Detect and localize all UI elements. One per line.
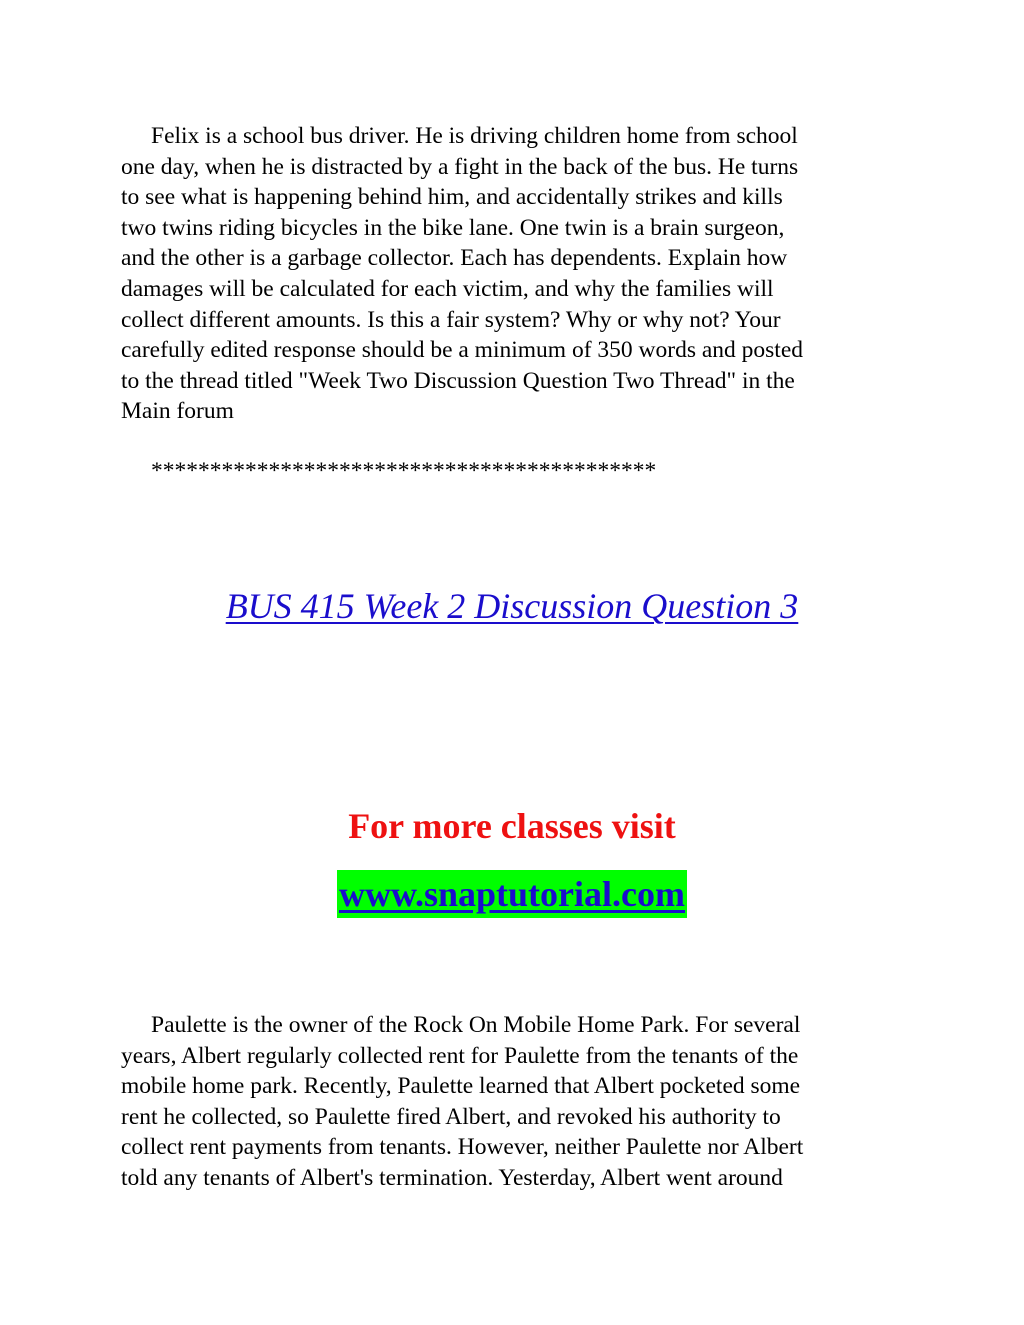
asterisk-separator: ******************************************* (151, 458, 657, 484)
promo-link-container (0, 870, 1024, 918)
paragraph-line: damages will be calculated for each victim, and why the families will (121, 275, 774, 302)
paragraph-line: to see what is happening behind him, and accidentally strikes and kills (121, 184, 783, 211)
paragraph-line: two twins riding bicycles in the bike lane. One twin is a brain surgeon, (121, 214, 785, 241)
section-heading-link[interactable]: BUS 415 Week 2 Discussion Question 3 (225, 586, 799, 626)
paragraph-line: and the other is a garbage collector. Each has dependents. Explain how (121, 245, 788, 272)
paragraph-line: Felix is a school bus driver. He is driving children home from school (151, 123, 798, 149)
paragraph-line: rent he collected, so Paulette fired Albert, and revoked his authority to (121, 1103, 781, 1130)
paragraph-line: Paulette is the owner of the Rock On Mobile Home Park. For several (151, 1012, 801, 1038)
felix-paragraph (121, 121, 911, 427)
paragraph-line: one day, when he is distracted by a fight in the back of the bus. He turns (121, 153, 799, 180)
paragraph-line: collect rent payments from tenants. However, neither Paulette nor Albert (121, 1134, 804, 1161)
paragraph-line: told any tenants of Albert's termination. Yesterday, Albert went around (121, 1164, 783, 1191)
paragraph-line: collect different amounts. Is this a fair system? Why or why not? Your (121, 306, 781, 333)
paulette-paragraph (121, 1010, 911, 1194)
paragraph-line: mobile home park. Recently, Paulette learned that Albert pocketed some (121, 1073, 801, 1100)
section-heading (0, 583, 1024, 629)
paragraph-line: to the thread titled "Week Two Discussion Question Two Thread" in the (121, 367, 795, 394)
promo-text: For more classes visit (348, 806, 676, 846)
paragraph-line: carefully edited response should be a minimum of 350 words and posted (121, 337, 804, 364)
paragraph-line: Main forum (121, 398, 234, 425)
snaptutorial-link[interactable]: www.snaptutorial.com (337, 870, 687, 918)
paragraph-line: years, Albert regularly collected rent for Paulette from the tenants of the (121, 1042, 799, 1069)
